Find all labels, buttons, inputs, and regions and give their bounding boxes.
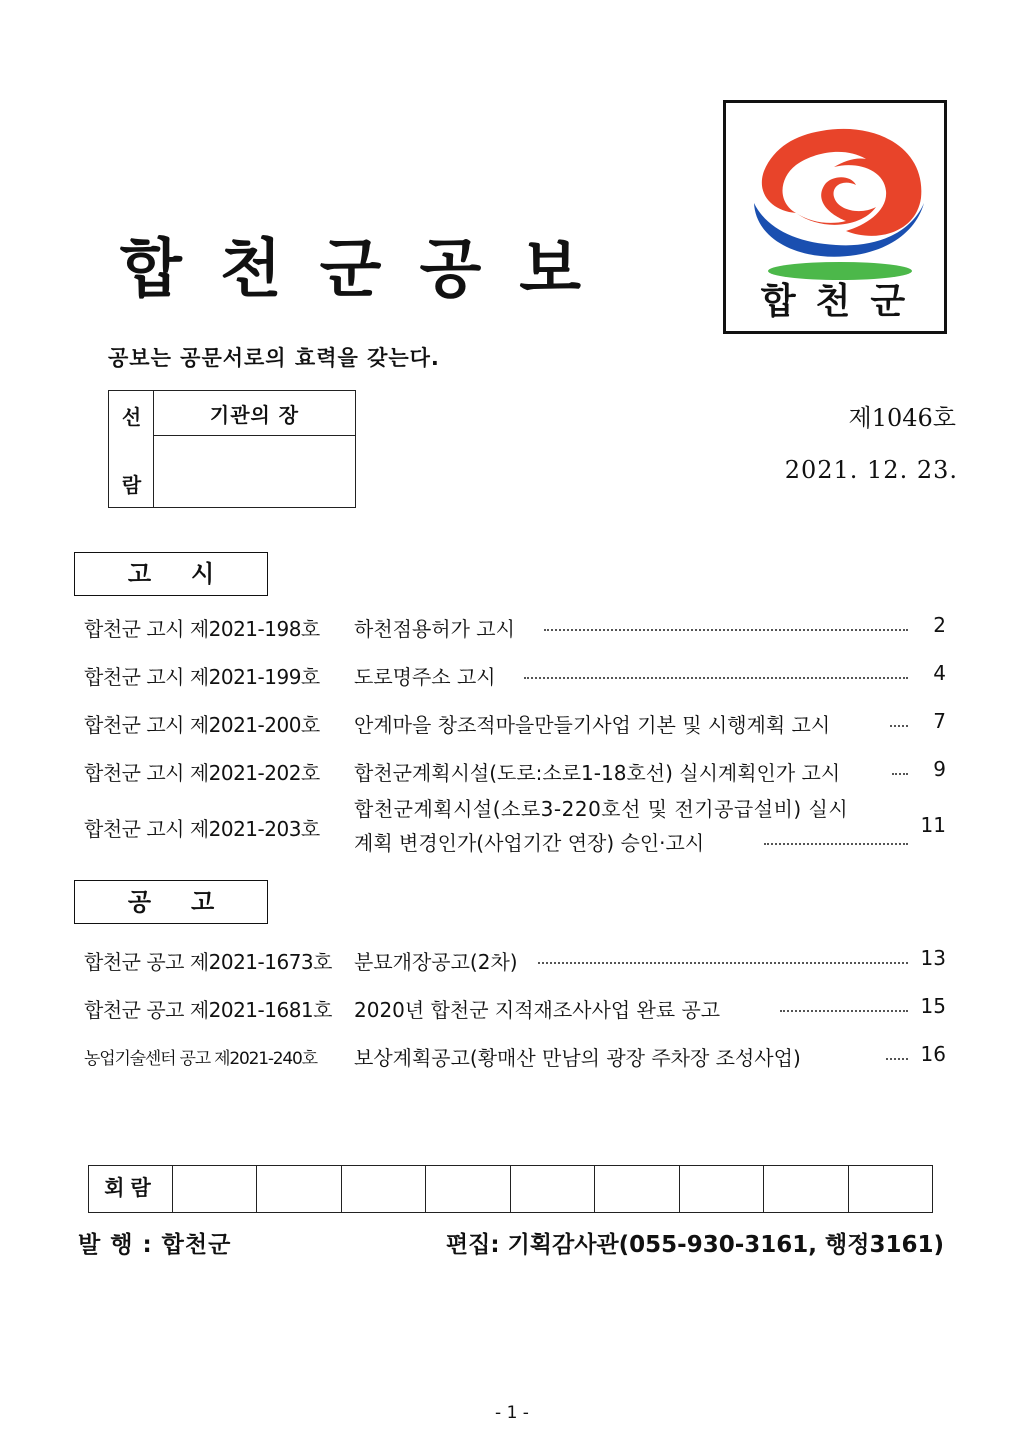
toc-item-title: 보상계획공고(황매산 만남의 광장 주차장 조성사업) xyxy=(354,1046,801,1070)
toc-row[interactable] xyxy=(84,938,954,978)
approval-header: 기관의 장 xyxy=(209,403,300,427)
toc-item-title: 합천군계획시설(도로:소로1-18호선) 실시계획인가 고시 xyxy=(354,761,841,785)
toc-item-title-line1: 합천군계획시설(소로3-220호선 및 전기공급설비) 실시 xyxy=(354,797,849,821)
editor-line: 편집: 기획감사관(055-930-3161, 행정3161) xyxy=(445,1232,944,1258)
leader-dots xyxy=(890,725,908,727)
leader-dots xyxy=(524,677,908,679)
toc-row[interactable] xyxy=(84,793,954,857)
toc-item-title: 안계마을 창조적마을만들기사업 기본 및 시행계획 고시 xyxy=(354,713,831,737)
leader-dots xyxy=(764,843,908,845)
leader-dots xyxy=(892,773,908,775)
toc-item-title: 하천점용허가 고시 xyxy=(354,617,515,641)
toc-item-page: 13 xyxy=(920,946,946,970)
circulation-table xyxy=(88,1165,933,1213)
issue-number: 제1046호 xyxy=(848,404,956,432)
toc-item-title: 도로명주소 고시 xyxy=(354,665,496,689)
toc-row[interactable] xyxy=(84,701,954,741)
section-header-notices: 고시 xyxy=(74,552,268,596)
toc-item-title: 2020년 합천군 지적재조사사업 완료 공고 xyxy=(354,998,721,1022)
circulation-cell xyxy=(342,1166,426,1212)
approval-box xyxy=(108,390,356,508)
publisher-line: 발 행 : 합천군 xyxy=(78,1232,232,1258)
toc-item-page: 9 xyxy=(933,757,946,781)
toc-item-title: 분묘개장공고(2차) xyxy=(354,950,518,974)
circulation-cell xyxy=(173,1166,257,1212)
approval-label-bottom: 람 xyxy=(121,473,142,497)
issue-date: 2021. 12. 23. xyxy=(784,456,958,484)
bulletin-subtitle: 공보는 공문서로의 효력을 갖는다. xyxy=(108,346,440,370)
toc-row[interactable] xyxy=(84,1034,954,1074)
toc-item-page: 11 xyxy=(920,813,946,837)
toc-item-number: 합천군 고시 제2021-202호 xyxy=(84,761,320,785)
leader-dots xyxy=(544,629,908,631)
leader-dots xyxy=(538,962,908,964)
circulation-cell xyxy=(764,1166,848,1212)
toc-item-number: 합천군 고시 제2021-200호 xyxy=(84,713,320,737)
toc-item-page: 2 xyxy=(933,613,946,637)
toc-item-number: 농업기술센터 공고 제2021-240호 xyxy=(84,1049,317,1069)
toc-row[interactable] xyxy=(84,986,954,1026)
section-header-announcements: 공고 xyxy=(74,880,268,924)
circulation-cell xyxy=(595,1166,679,1212)
toc-item-number: 합천군 고시 제2021-199호 xyxy=(84,665,320,689)
approval-label-top: 선 xyxy=(121,405,142,429)
toc-item-number: 합천군 고시 제2021-203호 xyxy=(84,817,320,841)
circulation-cell xyxy=(511,1166,595,1212)
toc-item-number: 합천군 공고 제2021-1673호 xyxy=(84,950,332,974)
toc-item-title-line2: 계획 변경인가(사업기간 연장) 승인·고시 xyxy=(354,831,705,855)
toc-item-page: 7 xyxy=(933,709,946,733)
page-number: - 1 - xyxy=(495,1403,529,1423)
circulation-cell xyxy=(680,1166,764,1212)
circulation-cell xyxy=(426,1166,510,1212)
circulation-cell xyxy=(257,1166,341,1212)
toc-item-number: 합천군 고시 제2021-198호 xyxy=(84,617,320,641)
leader-dots xyxy=(886,1058,908,1060)
toc-item-page: 4 xyxy=(933,661,946,685)
logo-text: 합천군 xyxy=(760,281,926,322)
circulation-label: 회람 xyxy=(89,1166,173,1212)
circulation-cell xyxy=(849,1166,932,1212)
hapcheon-logo xyxy=(723,100,947,334)
bulletin-title: 합천군공보 xyxy=(120,233,620,307)
toc-row[interactable] xyxy=(84,653,954,693)
leader-dots xyxy=(780,1010,908,1012)
toc-row[interactable] xyxy=(84,749,954,789)
toc-row[interactable] xyxy=(84,605,954,645)
toc-item-number: 합천군 공고 제2021-1681호 xyxy=(84,998,332,1022)
approval-header-divider xyxy=(154,435,355,436)
toc-item-page: 16 xyxy=(920,1042,946,1066)
toc-item-page: 15 xyxy=(920,994,946,1018)
